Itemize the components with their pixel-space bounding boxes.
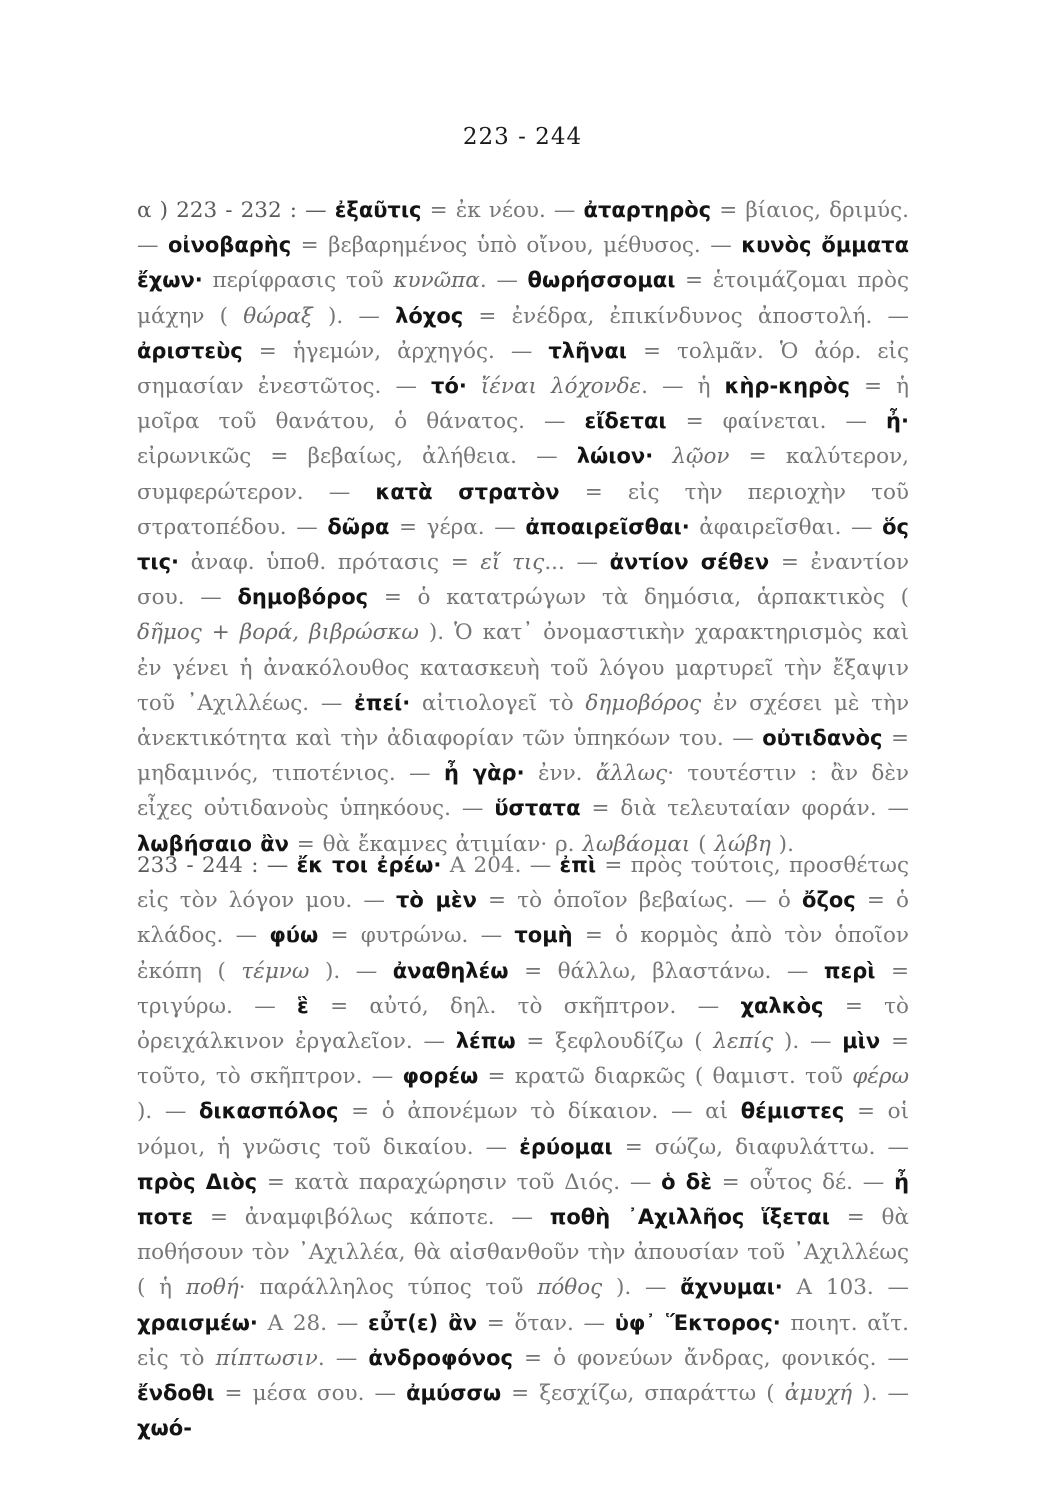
page-range-header: 223 - 244 xyxy=(462,124,583,150)
verse-range: 233 - 244 : — xyxy=(137,853,297,878)
gloss-text: = ὁ ἀπονέμων τὸ δίκαιον. — αἱ xyxy=(338,1099,741,1125)
lemma: θωρήσσομαι xyxy=(527,268,676,293)
lemma: ὅς τις· xyxy=(137,514,909,575)
lemma: λέπω xyxy=(455,1029,516,1054)
italic-term: ποθή xyxy=(185,1275,239,1301)
gloss-text: ποιητ. αἴτ. εἰς τὸ xyxy=(137,1310,909,1371)
gloss-text: εἰρωνικῶς = βεβαίως, ἀλήθεια. — xyxy=(137,444,577,470)
italic-term: λωβάομαι xyxy=(582,831,691,857)
lemma: ἄχνυμαι· xyxy=(680,1275,783,1300)
lemma: ἀποαιρεῖσθαι· xyxy=(525,514,690,539)
gloss-text: = πρὸς τούτοις, προσθέτως εἰς τὸν λόγον μου. — xyxy=(137,853,909,914)
gloss-text: . — xyxy=(317,1345,369,1371)
gloss-text: = εἰς τὴν περιοχὴν τοῦ στρατοπέδου. — xyxy=(137,479,910,540)
lemma: ὄζος xyxy=(802,888,856,913)
lemma: περὶ xyxy=(823,958,876,983)
gloss-text: ). — xyxy=(137,1099,199,1125)
gloss-text: ... — xyxy=(544,550,610,576)
lemma: ἀριστεὺς xyxy=(137,338,243,363)
italic-term: πίπτωσιν xyxy=(215,1345,318,1371)
gloss-text: = ὁ κορμὸς ἀπὸ τὸν ὁποῖον ἐκόπη ( xyxy=(137,923,909,984)
lemma: λώιον· xyxy=(576,444,654,469)
commentary-paragraph-233-244 xyxy=(137,848,909,1446)
lemma: κὴρ-κηρὸς xyxy=(724,374,850,399)
italic-term: λώβη xyxy=(714,831,771,857)
gloss-text: = βίαιος, δριμύς. — xyxy=(137,198,909,259)
verse-range: α ) 223 - 232 : — xyxy=(137,198,335,223)
italic-term: ἄλλως xyxy=(595,761,668,787)
lemma: εἴδεται xyxy=(584,409,667,434)
lemma: ἓ xyxy=(297,993,309,1018)
gloss-text: ). — xyxy=(852,1381,909,1407)
italic-term: φέρω xyxy=(852,1064,909,1090)
lemma: λόχος xyxy=(395,303,464,328)
gloss-text: ἀφαιρεῖσθαι. — xyxy=(689,514,883,540)
gloss-text: = μέσα σου. — xyxy=(214,1381,407,1407)
lemma: οὐτιδανὸς xyxy=(762,726,883,751)
lemma: ἐρύομαι xyxy=(519,1134,613,1159)
gloss-text: περίφρασις τοῦ xyxy=(202,268,394,294)
gloss-text: · τουτέστιν : ἂν δὲν εἶχες οὐτιδανοὺς ὑπηκόους. — xyxy=(137,761,909,822)
italic-term: δημοβόρος xyxy=(585,690,702,716)
italic-term: ἀμυχή xyxy=(784,1381,853,1407)
gloss-text: = αὐτό, δηλ. τὸ σκῆπτρον. — xyxy=(308,993,741,1019)
lemma: ἦ ποτε xyxy=(137,1169,910,1230)
gloss-text: = τριγύρω. — xyxy=(137,958,909,1019)
lemma: χωό- xyxy=(137,1416,192,1441)
gloss-text: = φαίνεται. — xyxy=(666,409,887,435)
gloss-text: = ὁ κατατρώγων τὰ δημόσια, ἁρπακτικὸς ( xyxy=(368,585,909,611)
gloss-text: . — xyxy=(479,268,528,294)
lemma: ἦ γὰρ· xyxy=(444,761,525,786)
gloss-text: = θὰ ἔκαμνες ἀτιμίαν· ρ. xyxy=(288,831,583,857)
lemma: φορέω xyxy=(402,1064,479,1089)
lemma: τό· xyxy=(431,374,467,399)
gloss-text: ἐνν. xyxy=(524,761,596,787)
italic-term: πόθος xyxy=(537,1275,603,1301)
gloss-text: . — ἡ xyxy=(641,374,725,400)
gloss-text: ). — xyxy=(773,1029,843,1055)
gloss-text: = οἱ νόμοι, ἡ γνῶσις τοῦ δικαίου. — xyxy=(137,1099,909,1160)
lemma: χραισμέω· xyxy=(137,1310,258,1335)
gloss-text: = σώζω, διαφυλάττω. — xyxy=(612,1134,909,1160)
lemma: οἰνοβαρὴς xyxy=(167,233,292,258)
lemma: εὖτ(ε) ἂν xyxy=(368,1310,478,1335)
italic-term: δῆμος + βορά, βιβρώσκω xyxy=(137,620,419,646)
lemma: ποθὴ ᾽Αχιλλῆος ἵξεται xyxy=(549,1205,830,1230)
gloss-text: = ἑτοιμάζομαι πρὸς μάχην ( xyxy=(137,268,909,329)
lemma: ἀταρτηρὸς xyxy=(583,198,712,222)
gloss-text: · παράλληλος τύπος τοῦ xyxy=(238,1275,538,1301)
lemma: ἀντίον σέθεν xyxy=(609,550,770,575)
gloss-text: = ὁ κλάδος. — xyxy=(137,888,909,949)
italic-term: λῷον xyxy=(653,444,730,470)
gloss-text: = ξεσχίζω, σπαράττω ( xyxy=(501,1381,785,1407)
lemma: κατὰ στρατὸν xyxy=(375,479,560,504)
gloss-text: = ἀναμφιβόλως κάποτε. — xyxy=(193,1205,550,1231)
gloss-text: Α 204. — xyxy=(441,853,560,878)
gloss-text: ). — xyxy=(309,958,393,984)
lemma: ἀνδροφόνος xyxy=(368,1345,513,1370)
lemma: δικασπόλος xyxy=(198,1099,339,1124)
gloss-text: = ἐκ νέου. — xyxy=(421,198,584,223)
gloss-text: = ἡγεμών, ἀρχηγός. — xyxy=(242,338,549,364)
lemma: ἀναθηλέω xyxy=(392,958,509,983)
gloss-text: ). — xyxy=(602,1275,681,1301)
lemma: μὶν xyxy=(842,1029,881,1054)
lemma: ἔνδοθι xyxy=(137,1381,215,1406)
gloss-text: ). — xyxy=(312,303,396,329)
gloss-text: = θάλλω, βλαστάνω. — xyxy=(508,958,824,984)
gloss-text: = τολμᾶν. Ὁ ἀόρ. εἰς σημασίαν ἐνεστῶτος. — xyxy=(137,338,909,400)
italic-term: θώραξ xyxy=(243,303,313,329)
lemma: τὸ μὲν xyxy=(396,888,477,913)
lemma: πρὸς Διὸς xyxy=(137,1169,258,1194)
italic-term: ἴέναι λόχονδε xyxy=(466,374,642,400)
lemma: φύω xyxy=(269,923,319,948)
lemma: λωβήσαιο ἂν xyxy=(137,831,289,856)
gloss-text: = τοῦτο, τὸ σκῆπτρον. — xyxy=(137,1029,909,1090)
gloss-text: ἐν σχέσει μὲ τὴν ἀνεκτικότητα καὶ τὴν ἀδιαφορίαν τῶν ὑπηκόων του. — xyxy=(137,690,910,752)
italic-term: κυνῶπα xyxy=(393,268,480,294)
lemma: ὑφ᾽ Ἕκτορος· xyxy=(614,1310,781,1335)
gloss-text: = ὁ φονεύων ἄνδρας, φονικός. — xyxy=(512,1345,909,1371)
gloss-text: = οὗτος δέ. — xyxy=(711,1169,895,1195)
gloss-text: = ἐναντίον σου. — xyxy=(137,550,910,611)
gloss-text: = φυτρώνω. — xyxy=(318,923,515,949)
lemma: ἦ· xyxy=(886,409,909,434)
gloss-text: = κρατῶ διαρκῶς ( θαμιστ. τοῦ xyxy=(478,1064,853,1090)
gloss-text: = καλύτερον, συμφερώτερον. — xyxy=(137,444,909,505)
lemma: ἀμύσσω xyxy=(406,1381,502,1406)
gloss-text: ( xyxy=(690,831,715,857)
gloss-text: = τὸ ὀρειχάλκινον ἐργαλεῖον. — xyxy=(137,993,910,1055)
gloss-text: = ἡ μοῖρα τοῦ θανάτου, ὁ θάνατος. — xyxy=(137,374,910,435)
gloss-text: = ξεφλουδίζω ( xyxy=(515,1029,714,1055)
lemma: ἐπὶ xyxy=(559,853,597,877)
italic-term: τέμνω xyxy=(241,958,310,984)
lemma: κυνὸς ὄμματα ἔχων· xyxy=(137,233,909,293)
lemma: τλῆναι xyxy=(548,338,627,363)
lemma: ὕστατα xyxy=(494,796,581,821)
lemma: θέμιστες xyxy=(740,1099,845,1124)
gloss-text: ἀναφ. ὑποθ. πρότασις = xyxy=(179,550,481,576)
lemma: ἐξαῦτις xyxy=(334,198,422,222)
lemma: χαλκὸς xyxy=(740,993,824,1018)
lemma: δημοβόρος xyxy=(237,585,369,610)
gloss-text: = θὰ ποθήσουν τὸν ᾽Αχιλλέα, θὰ αἰσθανθοῦν τὴν ἀπουσίαν τοῦ ᾽Αχιλλέως ( ἡ xyxy=(137,1205,909,1301)
gloss-text: = διὰ τελευταίαν φοράν. — xyxy=(580,796,909,822)
lemma: τομὴ xyxy=(514,923,573,948)
gloss-text: = γέρα. — xyxy=(389,514,526,540)
gloss-text: Α 28. — xyxy=(257,1310,368,1336)
lemma: ἐπεί· xyxy=(354,690,411,715)
gloss-text: = τὸ ὁποῖον βεβαίως. — ὁ xyxy=(476,888,803,914)
gloss-text: αἰτιολογεῖ τὸ xyxy=(410,690,586,716)
italic-term: λεπίς xyxy=(713,1029,774,1055)
gloss-text: = ἐνέδρα, ἐπικίνδυνος ἀποστολή. — xyxy=(463,303,909,329)
lemma: δῶρα xyxy=(327,514,390,539)
lemma: ὁ δὲ xyxy=(661,1169,712,1194)
gloss-text: ). xyxy=(770,831,794,857)
gloss-text: Α 103. — xyxy=(782,1275,910,1301)
italic-term: εἴ τις xyxy=(480,550,545,576)
gloss-text: = κατὰ παραχώρησιν τοῦ Διός. — xyxy=(257,1169,662,1195)
gloss-text: = βεβαρημένος ὑπὸ οἴνου, μέθυσος. — xyxy=(291,233,742,259)
lemma: ἔκ τοι ἐρέω· xyxy=(296,853,442,877)
gloss-text: ). Ὁ κατ᾽ ὀνομαστικὴν χαρακτηρισμὸς καὶ ἐν γένει ἡ ἀνακόλουθος κατασκευὴ τοῦ λόγου μαρτυρεῖ τὴν ἔξαψιν τοῦ ᾽Αχιλλέως. — xyxy=(137,620,909,716)
commentary-paragraph-223-232 xyxy=(137,193,909,862)
gloss-text: = μηδαμινός, τιποτένιος. — xyxy=(137,726,909,787)
gloss-text: = ὅταν. — xyxy=(477,1310,615,1336)
